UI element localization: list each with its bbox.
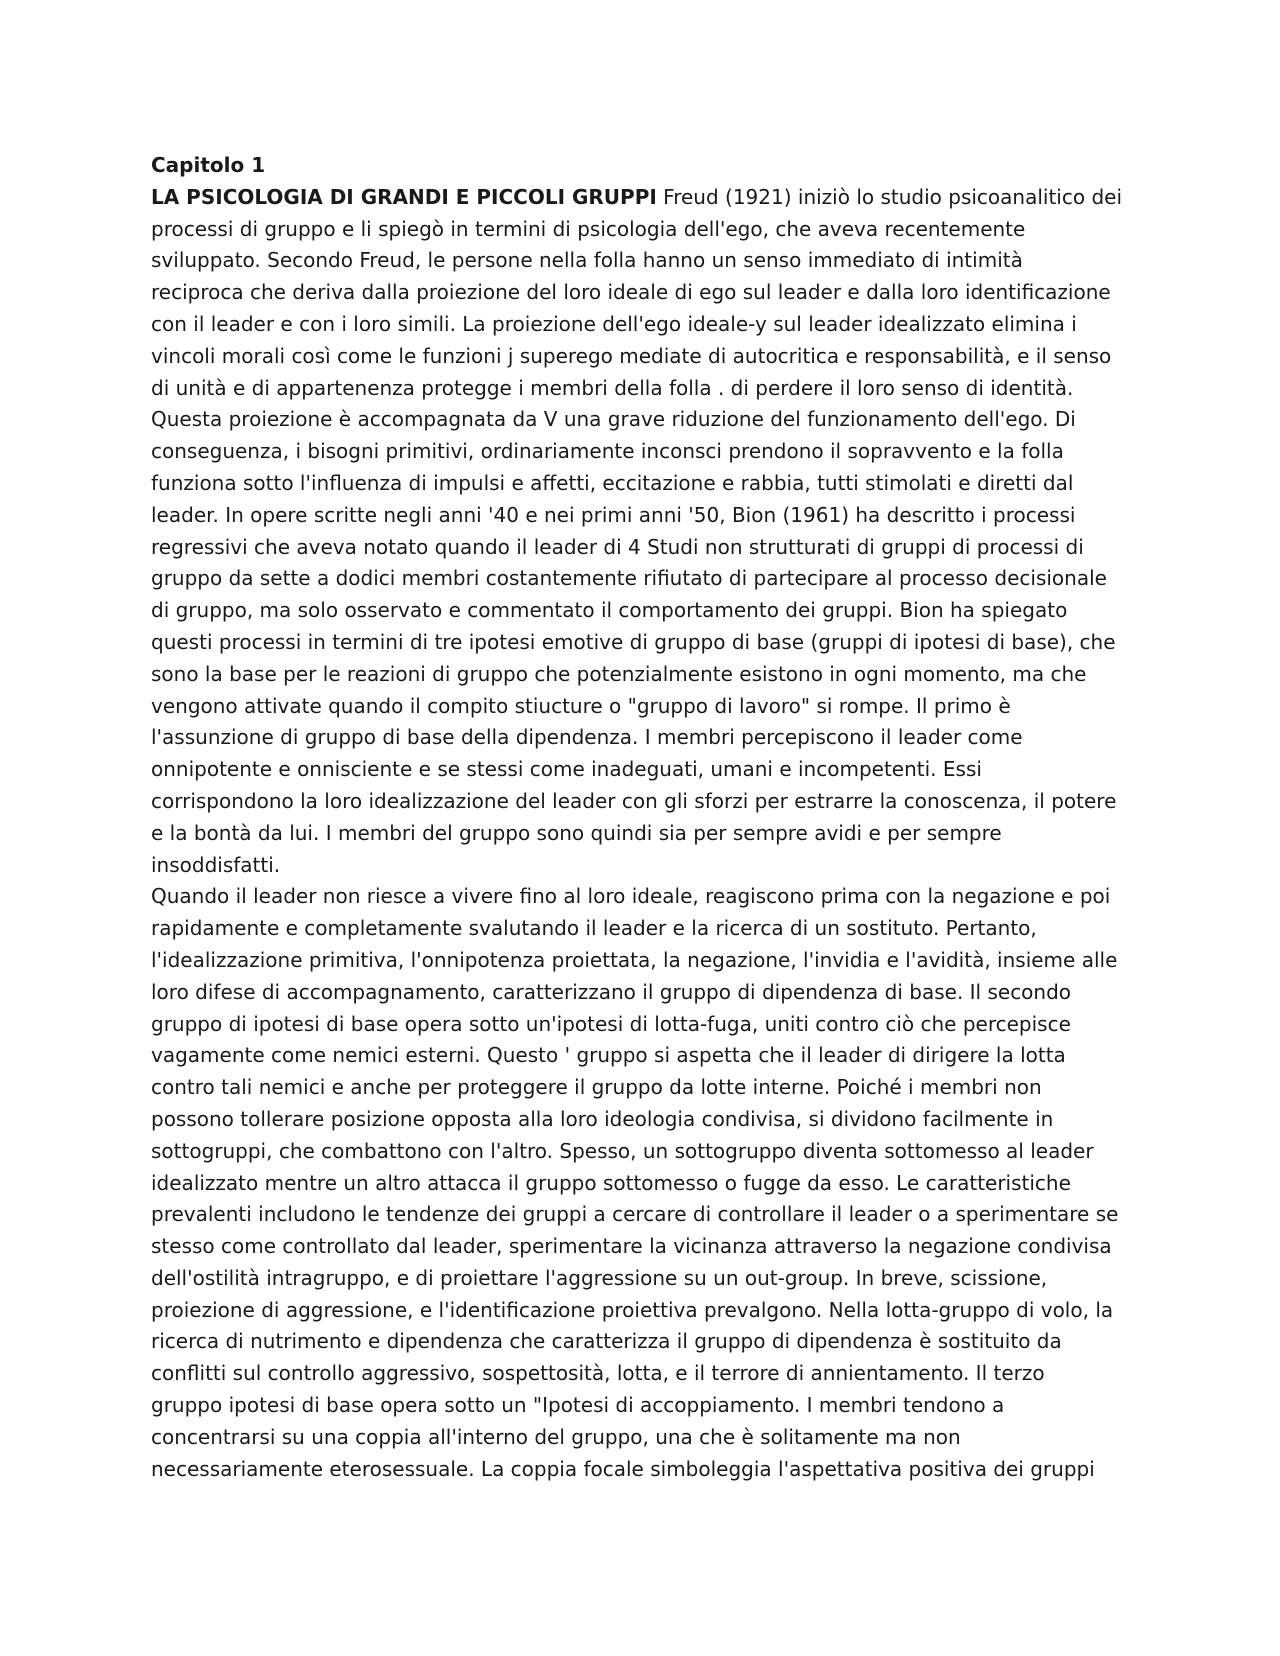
text-line: l'idealizzazione primitiva, l'onnipotenza proiettata, la negazione, l'invidia e l'avidità, insieme alle: [151, 947, 1118, 972]
text-line: di gruppo, ma solo osservato e commentato il comportamento dei gruppi. Bion ha spiegato: [151, 598, 1068, 623]
text-line: concentrarsi su una coppia all'interno del gruppo, una che è solitamente ma non: [151, 1424, 961, 1449]
text-line: gruppo ipotesi di base opera sotto un "Ipotesi di accoppiamento. I membri tendono a: [151, 1393, 1005, 1418]
body-text: [151, 214, 1131, 1486]
heading-line: [151, 182, 1131, 214]
text-line: con il leader e con i loro simili. La proiezione dell'ego ideale-y sul leader idealizzato elimina i: [151, 311, 1077, 336]
text-line: necessariamente eterosessuale. La coppia focale simboleggia l'aspettativa positiva dei gruppi: [151, 1456, 1095, 1481]
text-line: corrispondono la loro idealizzazione del leader con gli sforzi per estrarre la conoscenza, il potere: [151, 788, 1117, 813]
text-line: questi processi in termini di tre ipotesi emotive di gruppo di base (gruppi di ipotesi di base), che: [151, 629, 1116, 654]
text-line: sviluppato. Secondo Freud, le persone nella folla hanno un senso immediato di intimità: [151, 248, 1023, 273]
text-line: idealizzato mentre un altro attacca il gruppo sottomesso o fugge da esso. Le caratteristiche: [151, 1170, 1071, 1195]
text-line: regressivi che aveva notato quando il leader di 4 Studi non strutturati di gruppi di processi di: [151, 534, 1084, 559]
text-line: sono la base per le reazioni di gruppo che potenzialmente esistono in ogni momento, ma che: [151, 661, 1087, 686]
text-line: loro difese di accompagnamento, caratterizzano il gruppo di dipendenza di base. Il secondo: [151, 979, 1072, 1004]
text-line: conseguenza, i bisogni primitivi, ordinariamente inconsci prendono il sopravvento e la folla: [151, 439, 1064, 464]
text-line: Quando il leader non riesce a vivere fino al loro ideale, reagiscono prima con la negazione e poi: [151, 884, 1111, 909]
text-line: Questa proiezione è accompagnata da V una grave riduzione del funzionamento dell'ego. Di: [151, 407, 1076, 432]
section-heading: LA PSICOLOGIA DI GRANDI E PICCOLI GRUPPI: [151, 184, 657, 209]
text-line: proiezione di aggressione, e l'identificazione proiettiva prevalgono. Nella lotta-gruppo di volo, la: [151, 1297, 1114, 1322]
text-line: gruppo da sette a dodici membri costantemente rifiutato di partecipare al processo decisionale: [151, 566, 1107, 591]
text-line: possono tollerare posizione opposta alla loro ideologia condivisa, si dividono facilmente in: [151, 1106, 1054, 1131]
text-line: conflitti sul controllo aggressivo, sospettosità, lotta, e il terrore di annientamento. Il terzo: [151, 1361, 1045, 1386]
text-line: l'assunzione di gruppo di base della dipendenza. I membri percepiscono il leader come: [151, 725, 1023, 750]
text-line: vincoli morali così come le funzioni j superego mediate di autocritica e responsabilità, e il senso: [151, 343, 1112, 368]
text-line: insoddisfatti.: [151, 852, 281, 877]
text-line: vengono attivate quando il compito stiucture o "gruppo di lavoro" si rompe. Il primo è: [151, 693, 1011, 718]
text-line: di unità e di appartenenza protegge i membri della folla . di perdere il loro senso di identità.: [151, 375, 1074, 400]
text-line: funziona sotto l'influenza di impulsi e affetti, eccitazione e rabbia, tutti stimolati e diretti dal: [151, 470, 1074, 495]
heading-line-rest: Freud (1921) iniziò lo studio psicoanalitico dei: [656, 184, 1123, 209]
chapter-label: Capitolo 1: [151, 153, 266, 177]
text-line: onnipotente e onnisciente e se stessi come inadeguati, umani e incompetenti. Essi: [151, 757, 982, 782]
text-line: reciproca che deriva dalla proiezione del loro ideale di ego sul leader e dalla loro identificazione: [151, 280, 1111, 305]
text-line: ricerca di nutrimento e dipendenza che caratterizza il gruppo di dipendenza è sostituito da: [151, 1329, 1062, 1354]
text-line: sottogruppi, che combattono con l'altro. Spesso, un sottogruppo diventa sottomesso al leader: [151, 1138, 1094, 1163]
text-line: gruppo di ipotesi di base opera sotto un'ipotesi di lotta-fuga, uniti contro ciò che percepisce: [151, 1011, 1071, 1036]
text-line: prevalenti includono le tendenze dei gruppi a cercare di controllare il leader o a sperimentare se: [151, 1202, 1119, 1227]
text-line: vagamente come nemici esterni. Questo ' gruppo si aspetta che il leader di dirigere la lotta: [151, 1043, 1066, 1068]
text-line: dell'ostilità intragruppo, e di proiettare l'aggressione su un out-group. In breve, scissione,: [151, 1265, 1048, 1290]
text-line: rapidamente e completamente svalutando il leader e la ricerca di un sostituto. Pertanto,: [151, 916, 1037, 941]
text-line: e la bontà da lui. I membri del gruppo sono quindi sia per sempre avidi e per sempre: [151, 820, 1002, 845]
document-body: [151, 150, 1131, 1485]
text-line: stesso come controllato dal leader, sperimentare la vicinanza attraverso la negazione condivisa: [151, 1234, 1112, 1259]
text-line: processi di gruppo e li spiegò in termini di psicologia dell'ego, che aveva recentemente: [151, 216, 1026, 241]
text-line: leader. In opere scritte negli anni '40 e nei primi anni '50, Bion (1961) ha descritto i processi: [151, 502, 1076, 527]
text-line: contro tali nemici e anche per proteggere il gruppo da lotte interne. Poiché i membri non: [151, 1075, 1042, 1100]
